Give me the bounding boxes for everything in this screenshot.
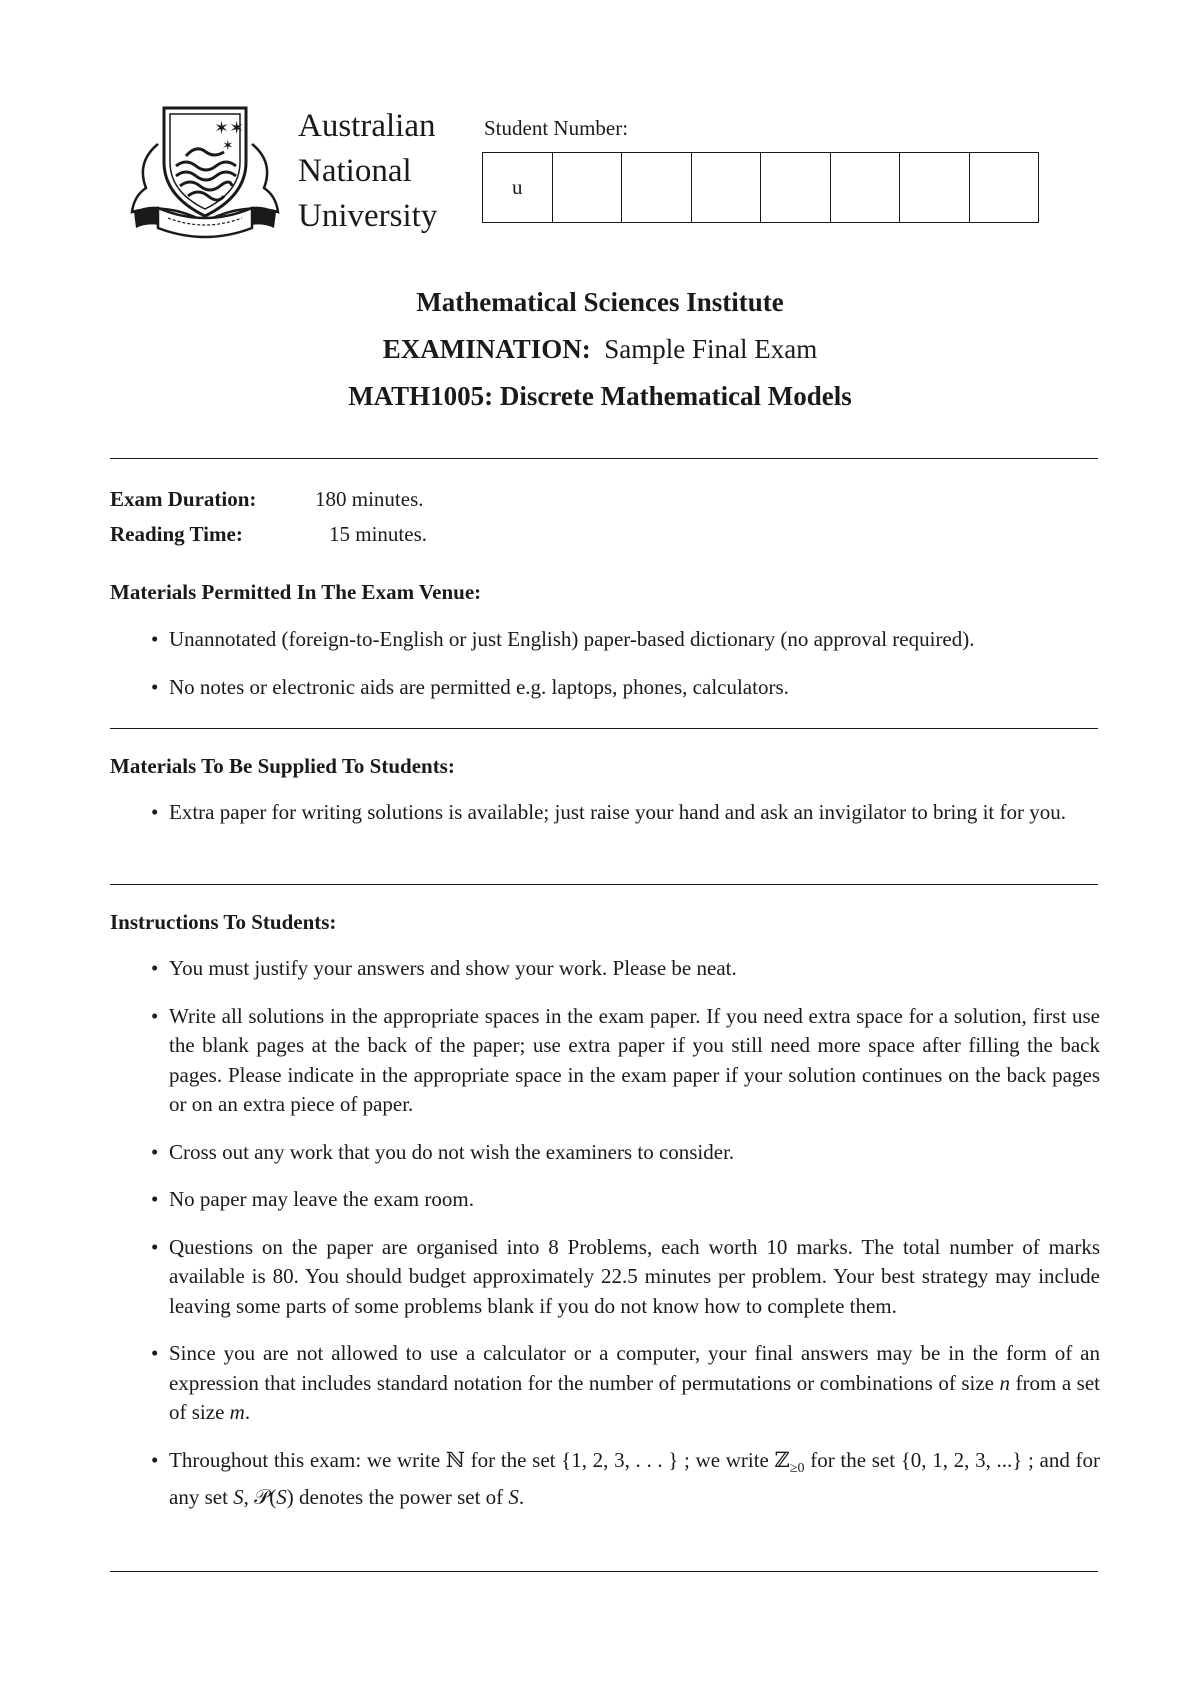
exam-title [0, 334, 1200, 365]
university-name-line1: Australian [298, 108, 436, 144]
exam-duration-row [110, 487, 424, 512]
item-text: Since you are not allowed to use a calculator or a computer, your final answers may be in the form of an expression that includes standard notation for the number of permutations or combinations of size [169, 1341, 1100, 1395]
student-number-cell[interactable] [970, 153, 1039, 222]
exam-label: EXAMINATION: [382, 334, 591, 364]
list-item: • Cross out any work that you do not wish the examiners to consider. [110, 1138, 1100, 1168]
list-item [110, 1339, 1100, 1428]
svg-text:✶✶: ✶✶ [214, 118, 245, 139]
university-name-line2: National [298, 153, 412, 189]
item-text: for the set {0, 1, 2, 3, ...} ; and for any set [169, 1447, 1100, 1510]
student-number-cell[interactable] [553, 153, 623, 222]
math-S: S [508, 1485, 519, 1510]
student-number-label: Student Number: [484, 116, 629, 140]
divider [110, 884, 1098, 885]
list-item: • Unannotated (foreign-to-English or just English) paper-based dictionary (no approval required). [110, 625, 1100, 655]
list-item: • Questions on the paper are organised into 8 Problems, each worth 10 marks. The total number of marks available is 80. You should budget approximately 22.5 minutes per problem. Your best strategy may include leaving some parts of some problems blank if you do not know how to complete them. [110, 1233, 1100, 1322]
course-title: MATH1005: Discrete Mathematical Models [348, 381, 852, 411]
item-text: from a set of size [169, 1370, 1100, 1424]
list-item: • No notes or electronic aids are permitted e.g. laptops, phones, calculators. [110, 673, 1100, 703]
materials-permitted-list [110, 625, 1100, 720]
item-text: , 𝒫( [243, 1485, 277, 1510]
instructions-heading: Instructions To Students: [110, 910, 337, 934]
instructions-list [110, 954, 1100, 1531]
institute-title: Mathematical Sciences Institute [416, 287, 784, 317]
list-item: • No paper may leave the exam room. [110, 1185, 1100, 1215]
student-number-cell[interactable] [622, 153, 692, 222]
student-number-cell[interactable] [900, 153, 970, 222]
list-item [110, 1446, 1100, 1513]
math-S: S [233, 1485, 244, 1510]
item-text: ) denotes the power set of [286, 1485, 509, 1510]
student-number-cell[interactable] [692, 153, 762, 222]
reading-time-value: 15 minutes. [329, 522, 427, 546]
math-n: n [999, 1370, 1011, 1395]
materials-supplied-list [110, 798, 1100, 846]
item-text: Throughout this exam: we write ℕ for the set {1, 2, 3, . . . } ; we write ℤ [169, 1447, 790, 1472]
exam-value: Sample Final Exam [604, 334, 818, 364]
list-item: • Write all solutions in the appropriate spaces in the exam paper. If you need extra space for a solution, first use the blank pages at the back of the paper; use extra paper if you still need more space after filling the back pages. Please indicate in the appropriate space in the exam paper if your solution continues on the back pages or on an extra piece of paper. [110, 1002, 1100, 1120]
student-number-cell[interactable] [831, 153, 901, 222]
item-text: . [244, 1400, 251, 1424]
anu-crest-icon [128, 104, 283, 239]
math-m: m [229, 1400, 245, 1424]
divider [110, 458, 1098, 459]
reading-time-row [110, 522, 427, 547]
math-S: S [276, 1485, 287, 1510]
student-number-grid [482, 152, 1039, 223]
reading-time-label: Reading Time: [110, 522, 243, 546]
svg-text:✶: ✶ [222, 138, 234, 154]
item-text: . [518, 1485, 525, 1510]
list-item: • You must justify your answers and show your work. Please be neat. [110, 954, 1100, 984]
materials-supplied-heading: Materials To Be Supplied To Students: [110, 754, 455, 778]
exam-duration-value: 180 minutes. [315, 487, 424, 511]
student-number-cell[interactable] [761, 153, 831, 222]
divider [110, 728, 1098, 729]
university-name [298, 104, 437, 239]
materials-permitted-heading: Materials Permitted In The Exam Venue: [110, 580, 482, 604]
university-name-line3: University [298, 198, 438, 234]
divider [110, 1571, 1098, 1572]
exam-duration-label: Exam Duration: [110, 487, 257, 511]
math-subscript: ≥0 [789, 1460, 805, 1476]
list-item: • Extra paper for writing solutions is available; just raise your hand and ask an invigilator to bring it for you. [110, 798, 1100, 828]
student-number-cell[interactable]: u [483, 153, 553, 222]
